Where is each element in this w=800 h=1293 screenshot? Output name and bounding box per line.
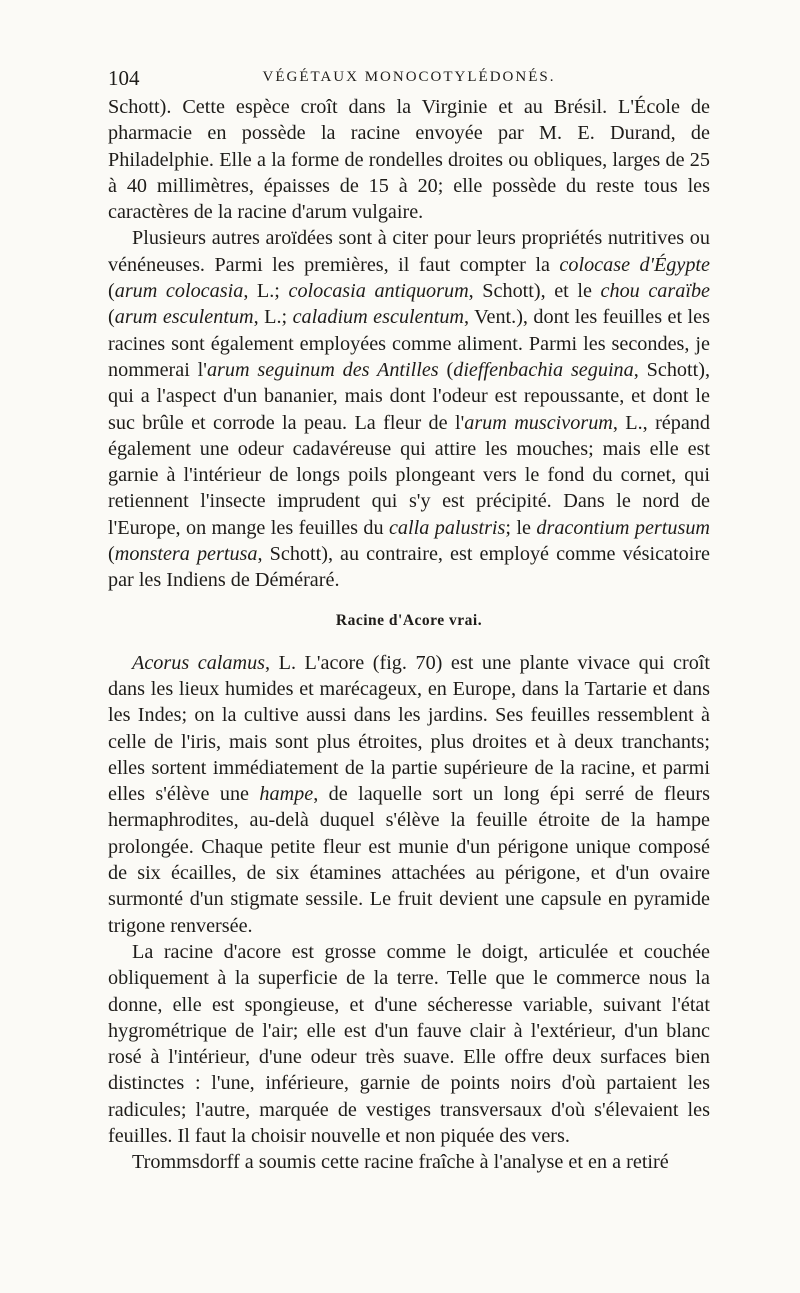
body-text: [108, 94, 710, 1176]
text-run: , L., répand également une odeur cadavéreuse qui attire les mouches; mais elle est garnie à l'intérieur de longs poils plongeant vers le fond du cornet, qui retiennent l'insecte imprudent qui s'y est précipité. Dans le nord de l'Europe, on mange les feuilles du: [108, 411, 710, 539]
italic-term: monstera pertusa: [114, 543, 258, 566]
text-run: (: [108, 306, 115, 329]
text-run: , L. L'acore (fig. 70) est une plante vivace qui croît dans les lieux humides et marécageux, en Europe, dans la Tartarie et dans les Indes; on la cultive aussi dans les jardins. Ses feuilles ressemblent à celle de l'iris, mais sont plus étroites, plus droites et à deux tranchants; elles sortent immédiatement de la partie supérieure de la racine, et parmi elles s'élève une: [108, 651, 711, 806]
italic-term: arum muscivorum: [464, 411, 613, 434]
paragraph-trommsdorff: [108, 1149, 710, 1175]
italic-term: calla palustris: [388, 516, 506, 539]
text-run: Trommsdorff a soumis cette racine fraîche à l'analyse et en a retiré: [132, 1151, 669, 1174]
text-run: ; le: [505, 516, 537, 539]
text-run: , de laquelle sort un long épi serré de fleurs hermaphrodites, au-delà duquel s'élève la feuille étroite de la hampe prolongée. Chaque petite fleur est munie d'un périgone unique composé de six écailles, de six étamines attachées au périgone, et d'un ovaire surmonté d'un stigmate sessile. Le fruit devient une capsule en pyramide trigone renversée.: [108, 783, 710, 937]
italic-term: arum esculentum: [114, 306, 254, 329]
paragraph-continuation: [108, 94, 710, 225]
italic-term: dieffenbachia seguina: [453, 358, 634, 381]
text-run: La racine d'acore est grosse comme le doigt, articulée et couchée obliquement à la superficie de la terre. Telle que le commerce nous la donne, elle est spongieuse, et d'une sécheresse variable, suivant l'état hygrométrique de l'air; elle est d'un fauve clair à l'extérieur, d'un blanc rosé à l'intérieur, d'une odeur très suave. Elle offre deux surfaces bien distinctes : l'une, inférieure, garnie de points noirs d'où partaient les radicules; l'autre, marquée de vestiges transversaux d'où s'élevaient les feuilles. Il faut la choisir nouvelle et non piquée des vers.: [108, 940, 710, 1147]
page-number: 104: [108, 66, 140, 90]
text-run: (: [438, 358, 454, 381]
italic-term: arum seguinum des Antilles: [206, 358, 439, 381]
italic-term: chou caraïbe: [600, 280, 710, 303]
text-run: Schott). Cette espèce croît dans la Virginie et au Brésil. L'École de pharmacie en possède la racine envoyée par M. E. Durand, de Philadelphie. Elle a la forme de rondelles droites ou obliques, larges de 25 à 40 millimètres, épaisses de 15 à 20; elle possède du reste tous les caractères de la racine d'arum vulgaire.: [108, 96, 710, 224]
italic-term: colocasia antiquorum: [288, 280, 469, 303]
italic-term: caladium esculentum: [292, 306, 464, 329]
text-run: , Schott), et le: [468, 280, 601, 303]
italic-term: arum colocasia: [114, 280, 244, 303]
paragraph-acorus-description: [108, 650, 710, 939]
italic-term: Acorus calamus: [132, 651, 266, 674]
paragraph-racine-description: [108, 939, 710, 1149]
text-run: , L.;: [253, 306, 293, 329]
paragraph-aroidees: [108, 225, 710, 593]
text-run: , L.;: [243, 280, 289, 303]
italic-term: hampe: [259, 783, 314, 806]
text-run: , Schott), au contraire, est employé comme vésicatoire par les Indiens de Déméraré.: [108, 543, 710, 592]
text-run: (: [108, 280, 115, 303]
running-title: VÉGÉTAUX MONOCOTYLÉDONÉS.: [262, 69, 556, 85]
text-run: , Schott), qui a l'aspect d'un bananier, mais dont l'odeur est repoussante, et dont le suc brûle et corrode la peau. La fleur de l': [108, 358, 710, 434]
running-header: [108, 64, 710, 94]
section-heading: Racine d'Acore vrai.: [335, 611, 483, 629]
italic-term: colocase d'Égypte: [559, 253, 710, 276]
text-run: , Vent.), dont les feuilles et les racines sont également employées comme aliment. Parmi les secondes, je nommerai l': [108, 306, 710, 381]
text-run: Plusieurs autres aroïdées sont à citer pour leurs propriétés nutritives ou vénéneuses. Parmi les premières, il faut compter la: [108, 227, 710, 276]
text-run: (: [108, 543, 115, 566]
italic-term: dracontium pertusum: [536, 516, 710, 539]
